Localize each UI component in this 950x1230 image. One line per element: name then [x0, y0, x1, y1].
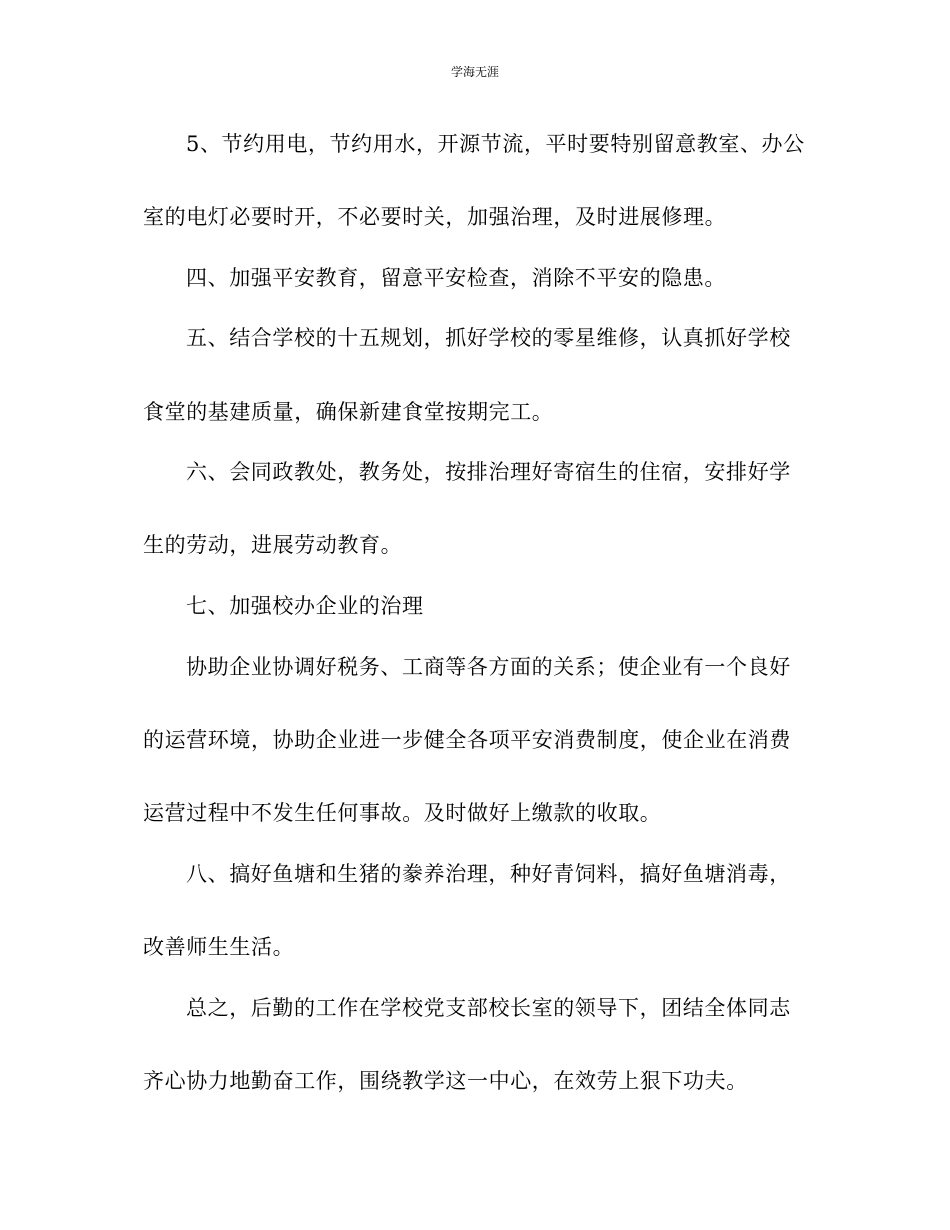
text-line: 生的劳动，进展劳动教育。 — [143, 533, 403, 557]
text-line: 食堂的基建质量，确保新建食堂按期完工。 — [143, 400, 554, 424]
page-header: 学海无涯 — [450, 65, 499, 79]
text-line: 协助企业协调好税务、工商等各方面的关系；使企业有一个良好 — [186, 655, 791, 679]
text-line: 5、节约用电，节约用水，开源节流，平时要特别留意教室、办公 — [186, 132, 805, 156]
text-line: 的运营环境，协助企业进一步健全各项平安消费制度，使企业在消费 — [143, 728, 791, 752]
text-line: 六、会同政教处，教务处，按排治理好寄宿生的住宿，安排好学 — [186, 460, 791, 484]
text-line: 八、搞好鱼塘和生猪的豢养治理，种好青饲料，搞好鱼塘消毒， — [186, 862, 791, 886]
text-line: 室的电灯必要时开，不必要时关，加强治理，及时进展修理。 — [143, 205, 727, 229]
text-line: 改善师生生活。 — [143, 935, 295, 959]
text-line: 五、结合学校的十五规划，抓好学校的零星维修，认真抓好学校 — [186, 326, 791, 350]
text-line: 四、加强平安教育，留意平安检查，消除不平安的隐患。 — [186, 266, 726, 290]
text-line: 运营过程中不发生任何事故。及时做好上缴款的收取。 — [143, 801, 662, 825]
text-line: 总之，后勤的工作在学校党支部校长室的领导下，团结全体同志 — [186, 996, 791, 1020]
text-line: 七、加强校办企业的治理 — [186, 594, 424, 618]
text-line: 齐心协力地勤奋工作，围绕教学这一中心，在效劳上狠下功夫。 — [143, 1069, 748, 1093]
